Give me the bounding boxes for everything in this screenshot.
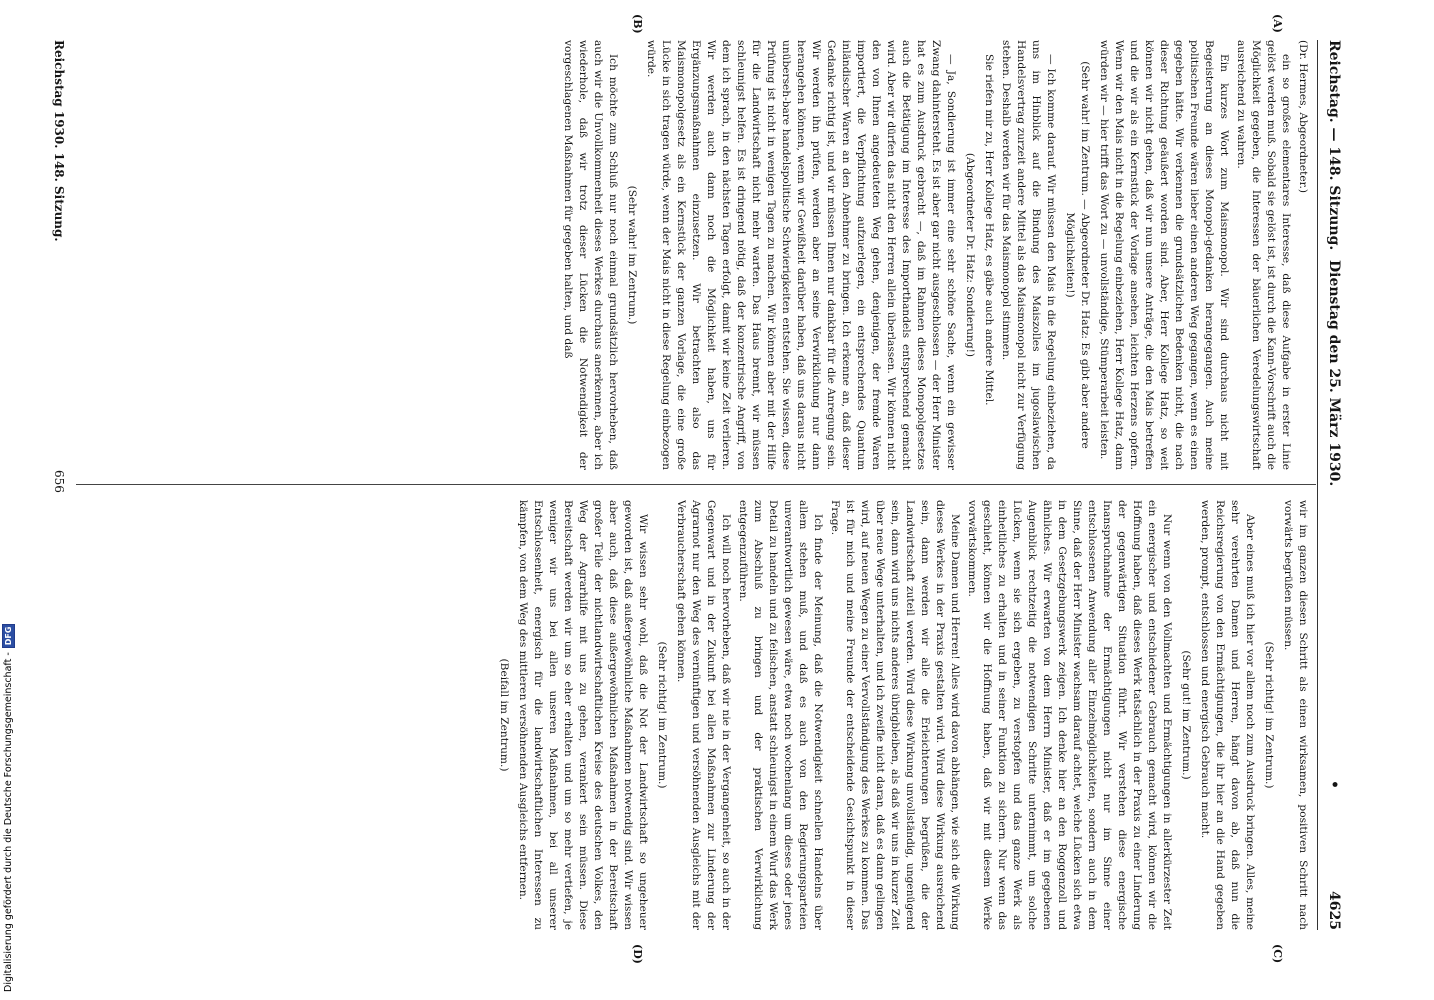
interjection: (Sehr wahr! im Zentrum. — Abgeordneter Dr. Hatz: Es gibt aber andere Möglichkeiten!) [1064, 61, 1091, 449]
paragraph: Ich will noch hervorheben, daß wir nie in der Vergangenheit, so auch in der Gegenwart und in der Zukunft bei allen Maßnahmen zur Linderung der Agrarnot nur den Weg des vernünftigen und versöhnenden Ausgleichs mit der Verbraucherschaft gehen können. [675, 500, 732, 930]
paragraph: Ich finde der Meinung, daß die Notwendigkeit schnellen Handelns über allem stehen muß, und daß es auch von den Regierungsparteien unverantwortlich gewesen wäre, etwa noch wochenlang um dieses oder jenes Detail zu handeln und zu feilschen, anstatt schleunigst in einem Wurf das Werk zum Abschluß zu bringen und der praktischen Verwirklichung entgegenzuführen. [737, 500, 824, 930]
margin-letter-a: (A) [1271, 14, 1284, 33]
margin-letter-c: (C) [1271, 944, 1284, 964]
interjection: (Sehr wahr! im Zentrum.) [626, 185, 638, 325]
footer-session: Reichstag 1930. 148. Sitzung. [52, 40, 66, 242]
dfg-logo: DFG [2, 624, 15, 649]
funding-text: Digitalisierung gefördert durch die Deutsche Forschungsgemeinschaft - [3, 652, 14, 992]
paragraph: Ein kurzes Wort zum Maismonopol. Wir sind durchaus nicht mit Begeisterung an dieses Monopol-gedanken herangegangen. Auch meine politischen Freunde wären lieber einen anderen Weg gegangen, wenn es einen gegeben hätte. Wir verkennen die grundsätzlichen Bedenken nicht, die nach dieser Richtung geäußert worden sind. Aber, Herr Kollege Hatz, so weit können wir nicht gehen, daß wir nun unsere Anträge, die den Mais betreffen und die wir als ein Kernstück der Vorlage ansehen, leichten Herzens opfern. Wenn wir den Mais nicht in die Regelung einbeziehen, Herr Kollege Hatz, dann würden wir — hier trifft das Wort zu — unvollständige, Stümperarbeit leisten. [1098, 40, 1230, 470]
interjection: (Abgeordneter Dr. Hatz: Sondierung!) [964, 152, 976, 358]
column-divider [76, 484, 1316, 485]
paragraph: Wir wissen sehr wohl, daß die Not der Landwirtschaft so ungeheuer geworden ist, daß außergewöhnliche Maßnahmen notwendig sind. Wir wissen aber auch, daß diese außergewöhnlichen Maßnahmen in der Bereitschaft großer Teile der nichtlandwirtschaftlichen Kreise des deutschen Volkes, den Weg der Agrarhilfe mit uns zu gehen, verankert sein müssen. Diese Bereitschaft werden wir um so eher erhalten und um so mehr vertiefen, je weniger wir uns bei allen unseren Maßnahmen, bei all unserer Entschlossenheit, energisch für die landwirtschaftlichen Interessen zu kämpfen, von dem Weg des mittleren versöhnenden Ausgleichs entfernen. [517, 500, 649, 930]
funding-note [0, 600, 16, 1000]
footer-number: 656 [52, 470, 66, 493]
paragraph: Aber eines muß ich hier vor allem noch zum Ausdruck bringen. Alles, meine sehr verehrten Damen und Herren, hängt davon ab, daß nun die Reichsregierung von den Ermächtigungen, die ihr hier an die Hand gegeben werden, prompt, entschlossen und energisch Gebrauch macht. [1199, 500, 1256, 930]
interjection: (Sehr richtig! im Zentrum.) [656, 641, 668, 789]
interjection: (Beifall im Zentrum.) [498, 658, 510, 772]
interjection: (Sehr richtig! im Zentrum.) [1263, 641, 1275, 789]
interjection: (Sehr gut! im Zentrum.) [1180, 650, 1192, 780]
paragraph: Ich möchte zum Schluß nur noch einmal grundsätzlich hervorheben, daß auch wir die Unvollkommenheit dieses Werkes durchaus anerkennen, aber ich wiederhole, daß wir trotz dieser Lücken die Notwendigkeit der vorgeschlagenen Maßnahmen für gegeben halten, und daß [562, 40, 619, 470]
paragraph: (Dr. Hermes, Abgeordneter.) [1297, 40, 1309, 194]
header-date: Dienstag den 25. März 1930. [1326, 260, 1342, 487]
paragraph: wir im ganzen diesen Schritt als einen wirksamen, positiven Schritt nach vorwärts begrüßen müssen. [1282, 500, 1309, 930]
margin-letter-b: (B) [631, 14, 644, 34]
right-column [80, 500, 1310, 930]
header-rule [1317, 40, 1318, 930]
page-number: 4625 [1326, 891, 1342, 930]
paragraph: ein so großes elementares Interesse, daß diese Aufgabe in erster Linie gelöst werden muß. Sobald sie gelöst ist, ist durch die Kann-Vorschrift auch die Möglichkeit gegeben, die Interessen der bäuerlichen Veredelungswirtschaft ausreichend zu wahren. [1235, 40, 1292, 470]
paragraph: — Ja, Sondierung ist immer eine sehr schöne Sache, wenn ein gewisser Zwang dahintersteht. Es ist aber gar nicht ausgeschlossen — der Herr Minister hat es zum Ausdruck gebracht —, daß im Rahmen dieses Monopolgesetzes auch die Betätigung im Interesse des Importhandels entsprechend gemacht wird. Aber wir dürfen das nicht den Herren allein überlassen. Wir können nicht den von Ihnen angedeuteten Weg gehen, denjenigen, der fremde Waren importiert, die Verpflichtung aufzuerlegen, ein entsprechendes Quantum inländischer Waren an den Abnehmer zu bringen. Ich erkenne an, daß dieser Gedanke richtig ist, und wir müssen Ihnen nur dankbar für die Anregung sein. Wir werden ihn prüfen, werden aber an seine Verwirklichung nur dann herangehen können, wenn wir Gewißheit darüber haben, daß uns daraus nicht unüberseh-bare handelspolitische Schwierigkeiten entstehen. Sie wissen, diese Prüfung ist nicht in wenigen Tagen zu machen. Wir können aber mit der Hilfe für die Landwirtschaft nicht mehr warten. Das Haus brennt, wir müssen schleunigst helfen. Es ist dringend nötig, daß der konzentrische Angriff, von dem ich sprach, in den nächsten Tagen erfolgt, damit wir keine Zeit verlieren. Wir werden auch dann noch die Möglichkeit haben, uns für Ergänzungsmaßnahmen einzusetzen. Wir betrachten also das Maismonopolgesetz als ein Kernstück der ganzen Vorlage, die eine große Lücke in sich tragen würde, wenn der Mais nicht in diese Regelung einbezogen würde. [645, 40, 957, 470]
paragraph: Meine Damen und Herren! Alles wird davon abhängen, wie sich die Wirkung dieses Werkes in der Praxis gestalten wird. Wird diese Wirkung ausreichend sein, dann werden wir alle die Erleichterungen begrüßen, die der Landwirtschaft zuteil werden. Wird diese Wirkung unvollständig, ungenügend sein, dann wird uns nichts anderes übrigbleiben, als daß wir uns in kurzer Zeit über neue Wege unterhalten, und ich zweifle nicht daran, daß es dann gelingen wird, auf neuen Wegen zu einer Vervollständigung des Werkes zu kommen. Das ist für mich und meine Freunde der entscheidende Gesichtspunkt in dieser Frage. [829, 500, 961, 930]
header-session: Reichstag. — 148. Sitzung. [1326, 40, 1342, 251]
paragraph: — Ich komme darauf. Wir müssen den Mais in die Regelung einbeziehen, da uns im Hinblick auf die Bindung des Maiszolles im jugoslawischen Handelsvertrag zurzeit andere Mittel als das Maismonopol nicht zur Verfügung stehen. Deshalb werden wir für das Maismonopol stimmen. [1000, 40, 1057, 470]
left-column [80, 40, 1310, 470]
margin-letter-d: (D) [631, 944, 644, 964]
paragraph: Nur wenn von den Vollmachten und Ermächtigungen in allerkürzester Zeit ein energischer und entschiedener Gebrauch gemacht wird, können wir die Hoffnung haben, daß dieses Werk tatsächlich in der Praxis zu einer Linderung der gegenwärtigen Situation führt. Wir verstehen diese energische Inanspruchnahme der Ermächtigungen nicht nur im Sinne einer entschlossenen Anwendung aller Einzelmöglichkeiten, sondern auch in dem Sinne, daß der Herr Minister wachsam darauf achtet, welche Lücken sich etwa in dem Gesetzgebungswerk zeigen. Ich denke hier an den Roggenzoll und ähnliches. Wir erwarten von dem Herrn Minister, daß er im gegebenen Augenblick rechtzeitig die notwendigen Schritte unternimmt, um solche Lücken, wenn sie sich ergeben, zu verstopfen und das ganze Werk als einheitliches zu erhalten und in seiner Funktion zu sichern. Nur wenn das geschieht, können wir die Hoffnung haben, daß wir mit diesem Werke vorwärtskommen. [966, 500, 1173, 930]
header-dot: • [1326, 780, 1342, 789]
page-footer [46, 40, 66, 930]
paragraph: Sie riefen mir zu, Herr Kollege Hatz, es gäbe auch andere Mittel. [983, 54, 995, 406]
page-header [1320, 40, 1342, 930]
